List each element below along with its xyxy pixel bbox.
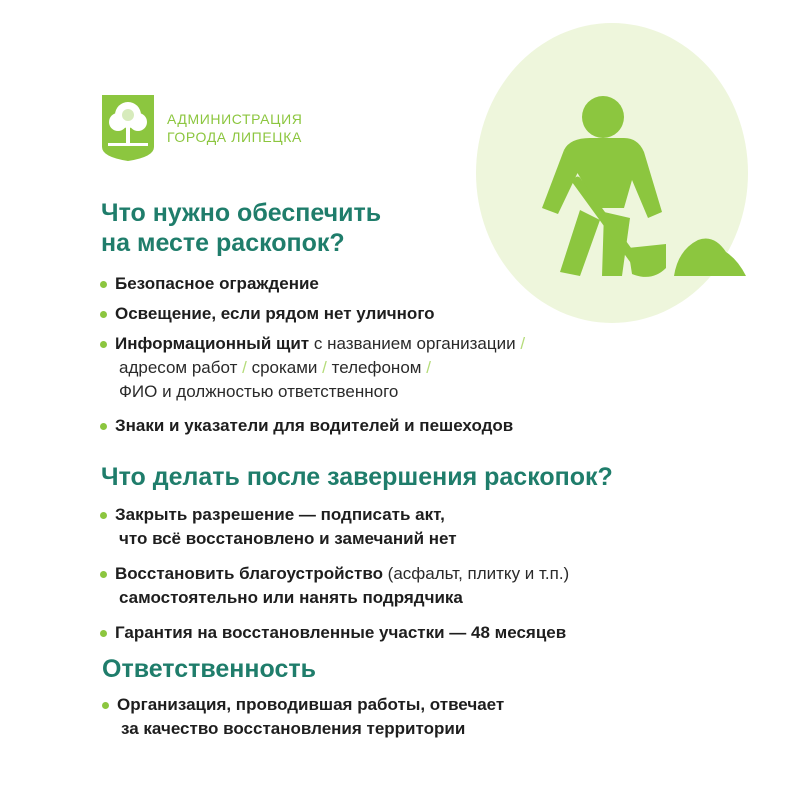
section-title-line-2: на месте раскопок? xyxy=(101,229,345,257)
section-title-requirements xyxy=(101,198,381,258)
logo-line-2: ГОРОДА ЛИПЕЦКА xyxy=(167,129,302,145)
list-item-text: Закрыть разрешение — подписать акт, xyxy=(115,505,445,524)
list-item-text: адресом работ xyxy=(119,358,238,377)
list-item: Знаки и указатели для водителей и пешеходов xyxy=(99,414,525,438)
list-item xyxy=(99,332,525,404)
list-item-text: самостоятельно или нанять подрядчика xyxy=(119,588,463,607)
section-title-responsibility: Ответственность xyxy=(102,655,316,683)
list-item-text: Организация, проводившая работы, отвечает xyxy=(117,695,505,714)
city-administration-logo xyxy=(102,95,302,161)
after-completion-list xyxy=(99,503,569,656)
list-item-text: что всё восстановлено и замечаний нет xyxy=(119,529,457,548)
separator-slash: / xyxy=(426,358,431,377)
separator-slash: / xyxy=(242,358,247,377)
list-item-text: с названием организации xyxy=(309,334,516,353)
list-item-text: за качество восстановления территории xyxy=(121,719,466,738)
list-item-bold: Информационный щит xyxy=(115,334,310,353)
list-item-text: телефоном xyxy=(331,358,422,377)
separator-slash: / xyxy=(520,334,526,353)
list-item: Безопасное ограждение xyxy=(99,272,525,296)
list-item-text: (асфальт, плитку и т.п.) xyxy=(382,564,570,583)
worker-digging-shovel-icon xyxy=(520,90,760,290)
city-coat-of-arms-tree-icon xyxy=(102,95,154,161)
list-item xyxy=(99,503,569,551)
list-item-text: ФИО и должностью ответственного xyxy=(119,382,399,401)
requirements-list xyxy=(99,272,525,444)
list-item-text: сроками xyxy=(251,358,318,377)
list-item-bold: Восстановить благоустройство xyxy=(115,564,383,583)
section-title-after-completion: Что делать после завершения раскопок? xyxy=(101,463,613,491)
list-item: Освещение, если рядом нет уличного xyxy=(99,302,525,326)
list-item xyxy=(101,693,504,741)
list-item xyxy=(99,562,569,610)
separator-slash: / xyxy=(322,358,327,377)
logo-line-1: АДМИНИСТРАЦИЯ xyxy=(167,111,303,127)
responsibility-list xyxy=(101,693,504,741)
list-item: Гарантия на восстановленные участки — 48 месяцев xyxy=(99,621,569,645)
logo-text xyxy=(167,110,302,146)
section-title-line-1: Что нужно обеспечить xyxy=(101,199,382,227)
